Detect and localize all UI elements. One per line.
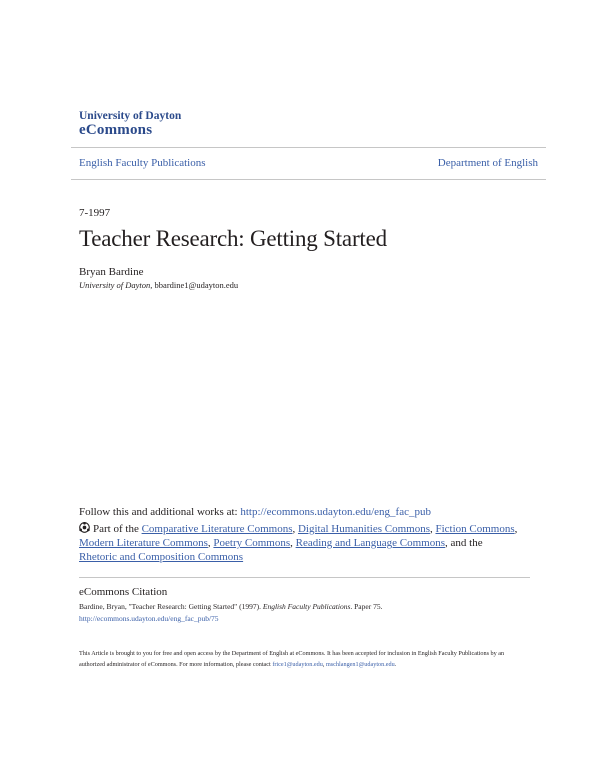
separator: , (207, 537, 214, 549)
notice-separator: , (322, 660, 326, 668)
part-of-commons (79, 522, 534, 564)
follow-prefix: Follow this and additional works at: (79, 506, 241, 518)
comparative-literature-commons-link[interactable]: Comparative Literature Commons (141, 523, 293, 535)
institution-name: University of Dayton (79, 110, 182, 122)
citation-journal: English Faculty Publications (262, 602, 351, 611)
digital-humanities-commons-link[interactable]: Digital Humanities Commons (297, 523, 430, 535)
separator: , (290, 537, 296, 549)
commons-network-icon (79, 522, 90, 533)
citation-heading: eCommons Citation (79, 586, 168, 598)
repository-name[interactable]: eCommons (79, 122, 153, 138)
series-link[interactable]: English Faculty Publications (79, 157, 206, 169)
citation-url-link[interactable]: http://ecommons.udayton.edu/eng_fac_pub/75 (79, 614, 219, 623)
separator: , (514, 523, 518, 535)
page-title: Teacher Research: Getting Started (79, 226, 387, 251)
citation-suffix: . Paper 75. (350, 602, 383, 611)
citation-prefix: Bardine, Bryan, "Teacher Research: Getting Started" (1997). (79, 602, 263, 611)
author-name: Bryan Bardine (79, 266, 144, 278)
author-email: , bbardine1@udayton.edu (150, 280, 239, 290)
citation-text (79, 602, 382, 611)
contact-email-1-link[interactable]: frice1@udayton.edu (272, 660, 323, 668)
divider (79, 577, 530, 578)
separator: , (292, 523, 298, 535)
separator: , (429, 523, 436, 535)
reading-and-language-commons-link[interactable]: Reading and Language Commons (295, 537, 446, 549)
publication-date: 7-1997 (79, 207, 111, 219)
poetry-commons-link[interactable]: Poetry Commons (213, 537, 291, 549)
notice-text: This Article is brought to you for free and open access by the Department of English at eCommons. It has been accepted for inclusion in English Faculty Publications by an authorized administrator of eCommons. For more information, please contact (79, 650, 505, 668)
access-notice (79, 649, 519, 670)
divider (71, 179, 546, 180)
part-of-prefix: Part of the (93, 523, 142, 535)
divider (71, 147, 546, 148)
collection-url-link[interactable]: http://ecommons.udayton.edu/eng_fac_pub (240, 506, 431, 518)
affiliation-name: University of Dayton (79, 280, 151, 290)
notice-end: . (394, 660, 397, 668)
contact-email-2-link[interactable]: mschlangen1@udayton.edu (325, 660, 395, 668)
author-affiliation (79, 280, 238, 290)
rhetoric-and-composition-commons-link[interactable]: Rhetoric and Composition Commons (79, 551, 244, 563)
and-the-text: , and the (445, 537, 483, 549)
modern-literature-commons-link[interactable]: Modern Literature Commons (79, 537, 208, 549)
fiction-commons-link[interactable]: Fiction Commons (435, 523, 515, 535)
follow-line (79, 505, 539, 519)
department-link[interactable]: Department of English (437, 157, 538, 169)
